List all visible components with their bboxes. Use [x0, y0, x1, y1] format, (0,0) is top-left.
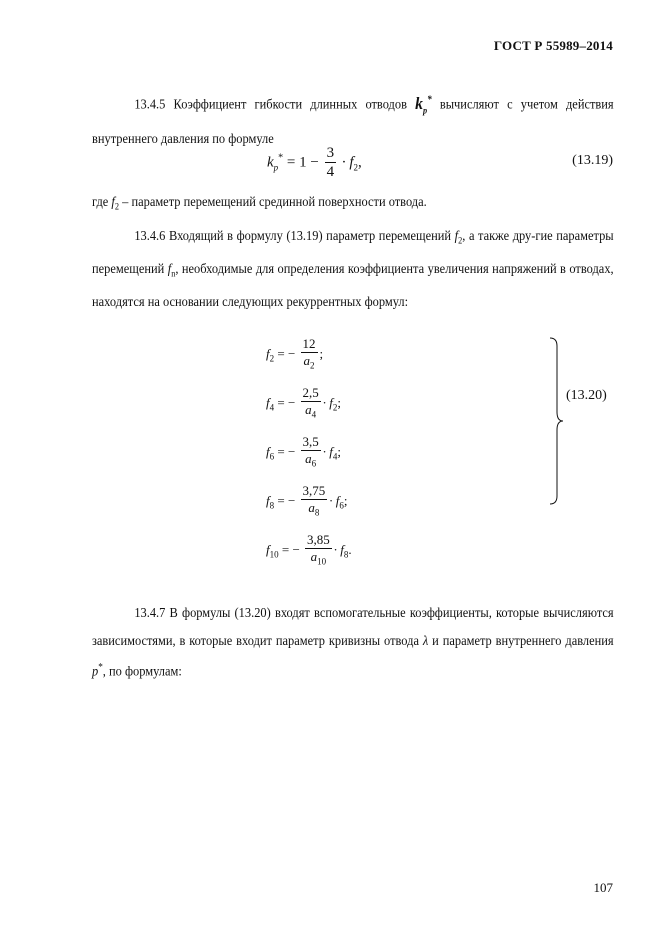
recurrent-den-sub: 4: [311, 409, 317, 420]
page-number: 107: [593, 880, 613, 895]
recurrent-den-sub: 10: [317, 556, 327, 567]
formula-f-sub: 2: [353, 162, 359, 173]
f2-inline-symbol: f: [454, 228, 459, 243]
paragraph-13-4-7-part-c: , по формулам:: [102, 663, 182, 679]
right-brace-icon: [548, 336, 566, 506]
recurrent-equals-minus: = −: [274, 492, 299, 508]
recurrent-numerator: 3,85: [307, 532, 330, 547]
recurrent-lhs-sub: 4: [269, 402, 275, 413]
equation-number-13-19: (13.19): [572, 153, 613, 168]
recurrent-f-symbol: f: [266, 394, 270, 410]
recurrent-denominator: $a_8$: [308, 500, 320, 518]
recurrent-equals-minus: = −: [274, 345, 299, 361]
recurrent-f-symbol: f: [266, 443, 270, 459]
recurrent-end-punct: ;: [343, 492, 348, 508]
recurrent-multiplier: · f: [333, 541, 344, 557]
recurrent-fraction: [301, 434, 321, 472]
recurrent-lhs-sub: 6: [269, 451, 275, 462]
lambda-symbol: λ: [422, 632, 429, 648]
recurrent-formula-row: [266, 532, 352, 570]
paragraph-13-4-6-part-c: , необходимые для определения коэффициента увеличения напряжений в отводах, находятся на основании следующих рекуррентных формул:: [92, 261, 614, 310]
kp-subscript: p: [422, 105, 428, 116]
paragraph-where-f2: [92, 188, 614, 221]
formula-one-minus: = 1 −: [286, 154, 319, 171]
recurrent-den-sub: 6: [311, 458, 317, 469]
recurrent-formula-row: [266, 336, 323, 374]
recurrent-formula-row: [266, 434, 341, 472]
f2-symbol: f: [111, 194, 115, 209]
recurrent-equals-minus: = −: [274, 394, 299, 410]
formula-13-19: [267, 145, 362, 181]
paragraph-13-4-6-part-b: , а также дру-гие параметры перемещений: [92, 228, 614, 277]
recurrent-formula-row: [266, 483, 348, 521]
recurrent-end-punct: ;: [337, 394, 342, 410]
fraction-denominator: 4: [326, 164, 335, 180]
recurrent-numerator: 2,5: [302, 385, 319, 400]
formula-lhs-sub: p: [273, 162, 279, 173]
recurrent-den-sub: 2: [310, 360, 315, 371]
recurrent-end-punct: ;: [337, 443, 342, 459]
recurrent-numerator: 12: [302, 336, 316, 351]
formula-lhs-k: k: [267, 154, 274, 171]
recurrent-lhs-sub: 8: [269, 500, 275, 511]
recurrent-f-symbol: f: [266, 492, 270, 508]
f2-inline-sub: 2: [458, 235, 463, 246]
paragraph-13-4-5-text-start: 13.4.5 Коэффициент гибкости длинных отводов: [134, 96, 416, 112]
recurrent-fraction: [301, 385, 321, 423]
recurrent-denominator: $a_2$: [303, 353, 315, 371]
recurrent-lhs-sub: 2: [269, 353, 275, 364]
formula-end-comma: ,: [358, 154, 362, 171]
kp-superscript: *: [427, 94, 432, 105]
paragraph-13-4-5: [92, 86, 614, 152]
recurrent-multiplier-sub: 8: [343, 549, 349, 560]
paragraph-13-4-7: [92, 599, 614, 685]
recurrent-denominator: $a_4$: [305, 402, 317, 420]
fraction-three-quarters: [325, 145, 337, 181]
recurrent-fraction: [301, 336, 318, 374]
recurrent-multiplier: · f: [322, 443, 333, 459]
recurrent-f-symbol: f: [266, 541, 270, 557]
recurrent-denominator: $a_6$: [305, 451, 317, 469]
recurrent-lhs-sub: 10: [269, 549, 279, 560]
paragraph-13-4-7-part-b: и параметр внутреннего давления: [428, 632, 614, 648]
where-label: где: [92, 194, 112, 209]
recurrent-equals-minus: = −: [274, 443, 299, 459]
paragraph-13-4-7-part-a: 13.4.7 В формулы (13.20) входят вспомогательные коэффициенты, которые вычисляются зависимостями, в которые входит параметр кривизны отвода: [92, 605, 614, 648]
recurrent-multiplier: · f: [322, 394, 333, 410]
document-code-header: ГОСТ Р 55989–2014: [493, 38, 613, 53]
recurrent-f-symbol: f: [266, 345, 270, 361]
p-star-symbol: p: [92, 663, 99, 679]
recurrent-multiplier-sub: 2: [332, 402, 338, 413]
recurrent-fraction: [301, 483, 328, 521]
recurrent-equals-minus: = −: [278, 541, 304, 557]
recurrent-end-punct: ;: [319, 345, 324, 361]
formula-lhs-sup: *: [278, 152, 284, 164]
kp-star-symbol: $k_p^*$: [415, 93, 432, 116]
fn-inline-sub: n: [171, 268, 176, 279]
where-description: – параметр перемещений срединной поверхности отвода.: [119, 194, 427, 209]
recurrent-den-sub: 8: [314, 507, 320, 518]
recurrent-multiplier-sub: 4: [332, 451, 338, 462]
paragraph-13-4-5-text-end: вычисляют с учетом действия внутреннего давления по формуле: [92, 96, 614, 146]
recurrent-fraction: [305, 532, 332, 570]
recurrent-multiplier: · f: [329, 492, 340, 508]
p-star-superscript: *: [98, 662, 103, 673]
f2-subscript: 2: [114, 201, 120, 212]
formula-f-term: · f: [341, 154, 354, 171]
recurrent-end-punct: .: [348, 541, 352, 557]
recurrent-multiplier-sub: 6: [339, 500, 344, 511]
equation-number-13-20: (13.20): [566, 388, 607, 403]
fn-inline-symbol: f: [167, 261, 172, 277]
paragraph-13-4-6: [92, 222, 614, 316]
recurrent-numerator: 3,5: [302, 434, 319, 449]
paragraph-13-4-6-part-a: 13.4.6 Входящий в формулу (13.19) параметр перемещений: [134, 228, 455, 243]
recurrent-numerator: 3,75: [302, 483, 326, 498]
fraction-numerator: 3: [326, 145, 335, 161]
recurrent-formula-row: [266, 385, 341, 423]
recurrent-denominator: $a_{10}$: [310, 549, 327, 567]
